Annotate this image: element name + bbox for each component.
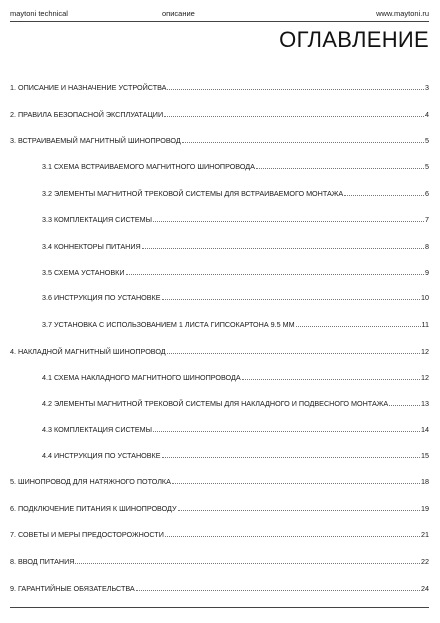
toc-entry-label: 4. НАКЛАДНОЙ МАГНИТНЫЙ ШИНОПРОВОД [10, 347, 166, 356]
toc-entry[interactable] [10, 82, 429, 92]
toc-entry-label: 2. ПРАВИЛА БЕЗОПАСНОЙ ЭКСПЛУАТАЦИИ [10, 110, 164, 119]
toc-entry-label: 7. СОВЕТЫ И МЕРЫ ПРЕДОСТОРОЖНОСТИ [10, 530, 164, 539]
toc-entry[interactable] [42, 214, 429, 224]
toc-entry-page-number: 12 [421, 373, 429, 382]
toc-leader-dots [167, 346, 420, 354]
toc-leader-dots [242, 372, 420, 380]
toc-entry-page-number: 9 [425, 268, 429, 277]
toc-entry[interactable] [42, 267, 429, 277]
toc-leader-dots [296, 319, 421, 327]
page-title: ОГЛАВЛЕНИЕ [279, 27, 429, 52]
website-url: www.maytoni.ru [376, 9, 429, 18]
toc-entry[interactable] [10, 556, 429, 566]
toc-entry-page-number: 6 [425, 189, 429, 198]
toc-leader-dots [178, 503, 420, 511]
footer-divider [10, 607, 429, 608]
toc-entry-label: 3.3 КОМПЛЕКТАЦИЯ СИСТЕМЫ [42, 215, 152, 224]
toc-entry-page-number: 19 [421, 504, 429, 513]
toc-entry[interactable] [42, 319, 429, 329]
section-name: описание [162, 9, 195, 18]
header-divider [10, 21, 429, 22]
toc-entry-page-number: 4 [425, 110, 429, 119]
toc-entry-page-number: 15 [421, 451, 429, 460]
toc-entry-page-number: 3 [425, 83, 429, 92]
toc-entry-label: 3. ВСТРАИВАЕМЫЙ МАГНИТНЫЙ ШИНОПРОВОД [10, 136, 181, 145]
toc-entry-label: 9. ГАРАНТИЙНЫЕ ОБЯЗАТЕЛЬСТВА [10, 584, 135, 593]
toc-entry-label: 3.7 УСТАНОВКА С ИСПОЛЬЗОВАНИЕМ 1 ЛИСТА ГИПСОКАРТОНА 9.5 ММ [42, 320, 295, 329]
toc-leader-dots [142, 241, 424, 249]
toc-leader-dots [182, 135, 424, 143]
toc-entry[interactable] [42, 292, 429, 302]
toc-entry-page-number: 21 [421, 530, 429, 539]
toc-entry[interactable] [42, 372, 429, 382]
toc-entry-page-number: 11 [421, 320, 429, 329]
toc-leader-dots [75, 556, 420, 564]
toc-entry[interactable] [42, 161, 429, 171]
toc-leader-dots [162, 450, 420, 458]
toc-leader-dots [389, 398, 420, 406]
toc-leader-dots [136, 583, 420, 591]
toc-entry-page-number: 13 [421, 399, 429, 408]
toc-entry-page-number: 7 [425, 215, 429, 224]
toc-entry-label: 6. ПОДКЛЮЧЕНИЕ ПИТАНИЯ К ШИНОПРОВОДУ [10, 504, 177, 513]
toc-entry-page-number: 8 [425, 242, 429, 251]
toc-entry[interactable] [10, 109, 429, 119]
toc-entry-label: 3.6 ИНСТРУКЦИЯ ПО УСТАНОВКЕ [42, 293, 161, 302]
toc-entry[interactable] [10, 503, 429, 513]
toc-entry-label: 5. ШИНОПРОВОД ДЛЯ НАТЯЖНОГО ПОТОЛКА [10, 477, 171, 486]
toc-leader-dots [162, 292, 420, 300]
toc-leader-dots [153, 424, 420, 432]
toc-entry-page-number: 5 [425, 136, 429, 145]
toc-entry-label: 3.5 СХЕМА УСТАНОВКИ [42, 268, 125, 277]
toc-entry-label: 3.1 СХЕМА ВСТРАИВАЕМОГО МАГНИТНОГО ШИНОПРОВОДА [42, 162, 255, 171]
toc-leader-dots [165, 529, 420, 537]
toc-entry-page-number: 5 [425, 162, 429, 171]
toc-entry-page-number: 14 [421, 425, 429, 434]
toc-leader-dots [164, 109, 424, 117]
toc-leader-dots [126, 267, 424, 275]
toc-leader-dots [167, 82, 424, 90]
toc-entry-page-number: 18 [421, 477, 429, 486]
brand-name: maytoni technical [10, 9, 68, 18]
toc-entry-label: 1. ОПИСАНИЕ И НАЗНАЧЕНИЕ УСТРОЙСТВА [10, 83, 167, 92]
toc-entry-page-number: 22 [421, 557, 429, 566]
toc-entry-label: 3.2 ЭЛЕМЕНТЫ МАГНИТНОЙ ТРЕКОВОЙ СИСТЕМЫ ДЛЯ ВСТРАИВАЕМОГО МОНТАЖА [42, 189, 344, 198]
toc-entry-label: 8. ВВОД ПИТАНИЯ [10, 557, 75, 566]
toc-leader-dots [344, 188, 424, 196]
toc-leader-dots [256, 161, 424, 169]
toc-entry-label: 4.2 ЭЛЕМЕНТЫ МАГНИТНОЙ ТРЕКОВОЙ СИСТЕМЫ ДЛЯ НАКЛАДНОГО И ПОДВЕСНОГО МОНТАЖА [42, 399, 389, 408]
toc-entry[interactable] [42, 424, 429, 434]
toc-entry-page-number: 10 [421, 293, 429, 302]
toc-entry-page-number: 12 [421, 347, 429, 356]
toc-entry[interactable] [42, 241, 429, 251]
toc-leader-dots [172, 476, 420, 484]
toc-entry-label: 4.4 ИНСТРУКЦИЯ ПО УСТАНОВКЕ [42, 451, 161, 460]
toc-entry[interactable] [10, 476, 429, 486]
toc-entry[interactable] [10, 135, 429, 145]
toc-entry[interactable] [10, 583, 429, 593]
page-header [10, 9, 429, 21]
toc-entry[interactable] [10, 346, 429, 356]
toc-entry-label: 4.1 СХЕМА НАКЛАДНОГО МАГНИТНОГО ШИНОПРОВОДА [42, 373, 241, 382]
toc-entry[interactable] [10, 529, 429, 539]
toc-entry[interactable] [42, 398, 429, 408]
toc-leader-dots [153, 214, 424, 222]
toc-entry[interactable] [42, 188, 429, 198]
toc-entry[interactable] [42, 450, 429, 460]
toc-entry-label: 4.3 КОМПЛЕКТАЦИЯ СИСТЕМЫ [42, 425, 152, 434]
toc-entry-label: 3.4 КОННЕКТОРЫ ПИТАНИЯ [42, 242, 141, 251]
toc-entry-page-number: 24 [421, 584, 429, 593]
